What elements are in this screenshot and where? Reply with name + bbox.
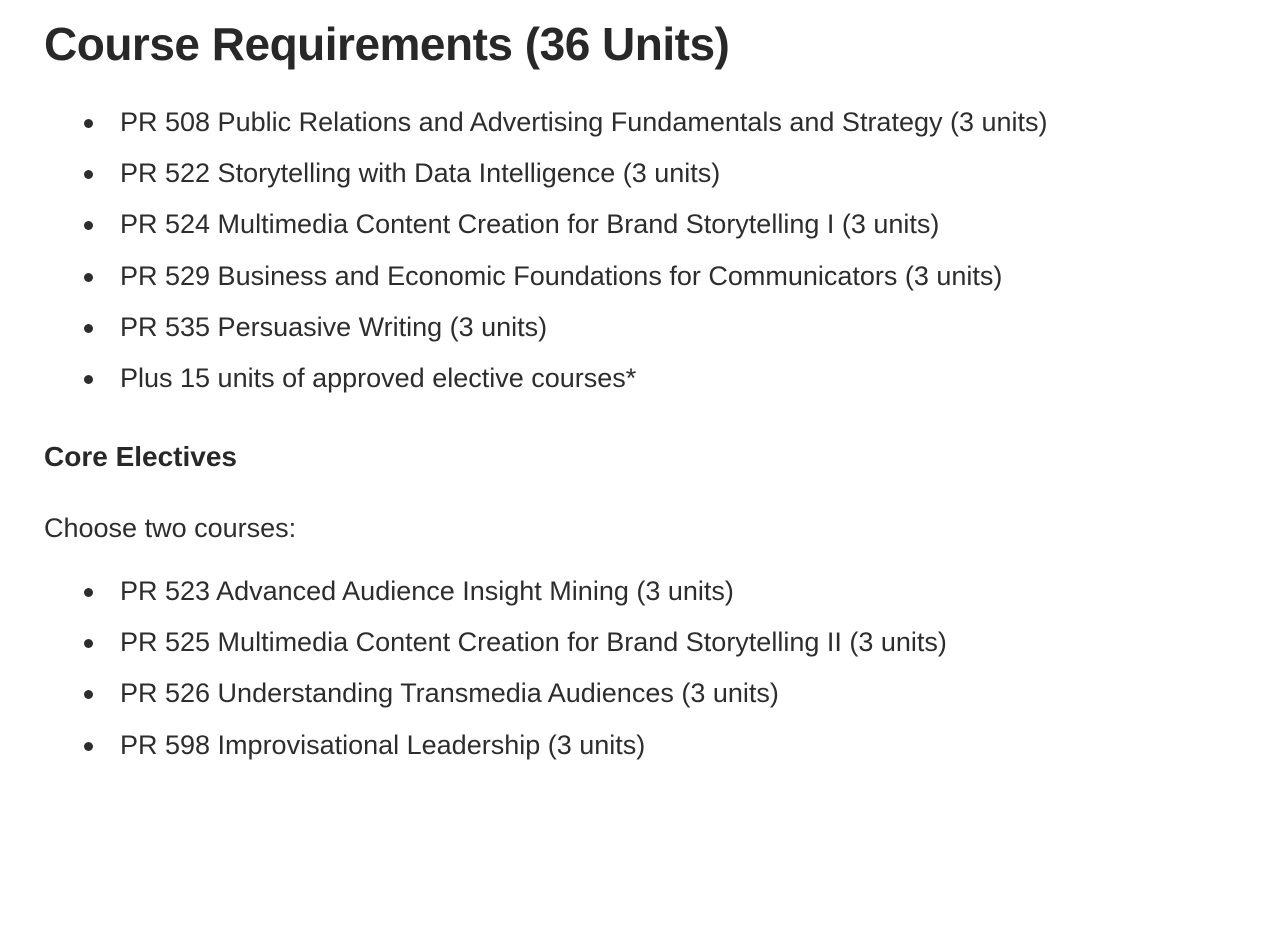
list-item: Plus 15 units of approved elective courses*	[44, 353, 1240, 404]
elective-courses-list	[44, 566, 1240, 771]
core-electives-intro: Choose two courses:	[44, 512, 297, 543]
list-item: PR 525 Multimedia Content Creation for Brand Storytelling II (3 units)	[44, 617, 1240, 668]
list-item: PR 598 Improvisational Leadership (3 units)	[44, 720, 1240, 771]
core-electives-heading: Core Electives	[44, 440, 237, 472]
page-title: Course Requirements (36 Units)	[44, 18, 730, 70]
list-item: PR 523 Advanced Audience Insight Mining (3 units)	[44, 566, 1240, 617]
required-courses-list	[44, 97, 1240, 405]
list-item: PR 535 Persuasive Writing (3 units)	[44, 302, 1240, 353]
list-item: PR 508 Public Relations and Advertising Fundamentals and Strategy (3 units)	[44, 97, 1240, 148]
list-item: PR 522 Storytelling with Data Intelligence (3 units)	[44, 148, 1240, 199]
list-item: PR 529 Business and Economic Foundations for Communicators (3 units)	[44, 251, 1240, 302]
list-item: PR 526 Understanding Transmedia Audiences (3 units)	[44, 668, 1240, 719]
list-item: PR 524 Multimedia Content Creation for Brand Storytelling I (3 units)	[44, 199, 1240, 250]
